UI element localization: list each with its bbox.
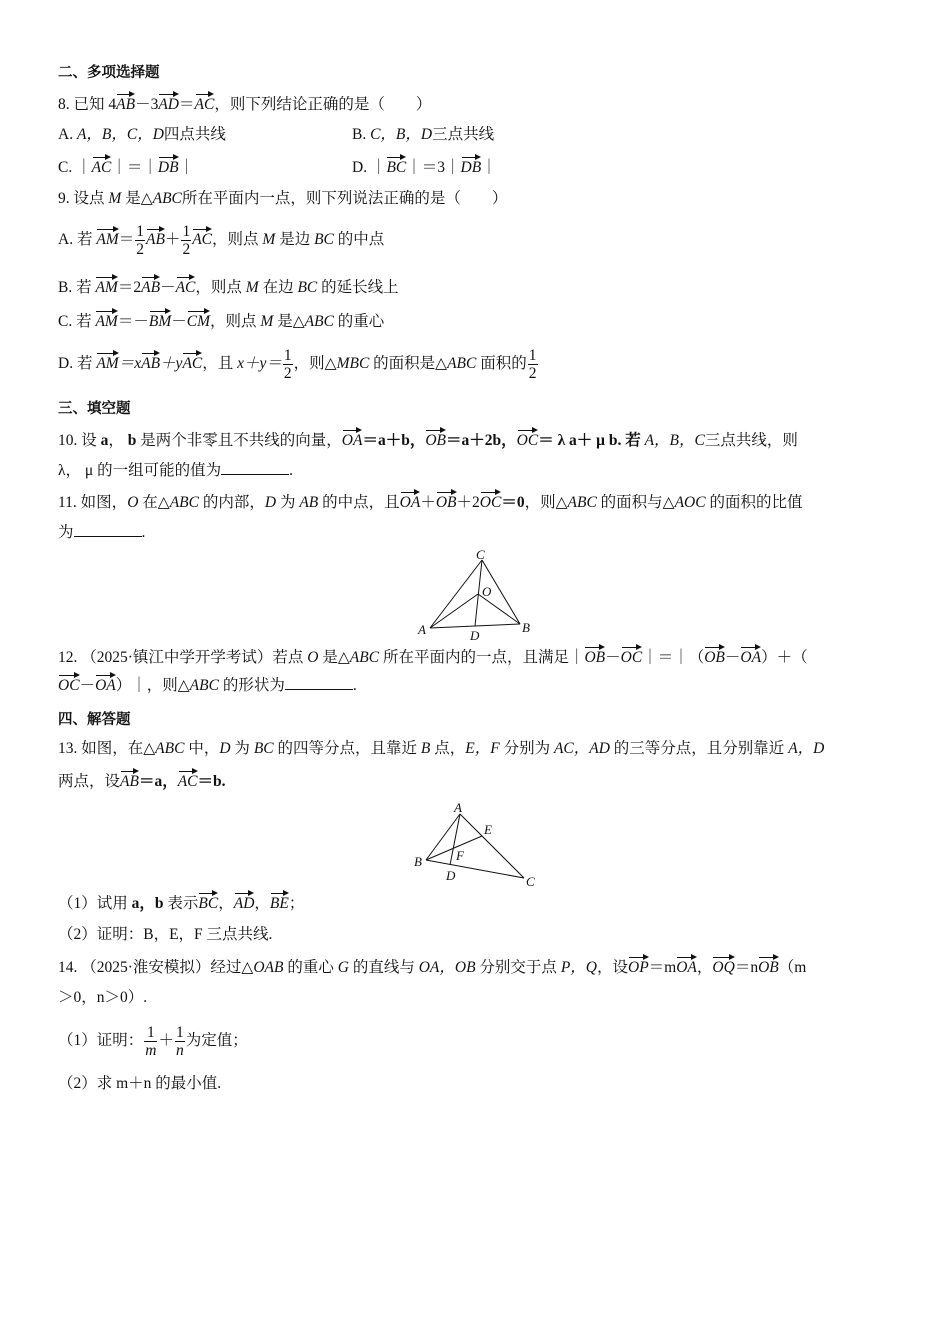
label-d: D bbox=[470, 628, 480, 643]
question-10-line-1: 10. 设 a， b 是两个非零且不共线的向量，OA＝a＋b，OB＝a＋2b，OC＝ λ a＋ μ b. 若 A，B，C三点共线，则 bbox=[58, 428, 798, 452]
answer-blank[interactable] bbox=[285, 675, 353, 690]
question-12-line-2: OC－OA）｜，则△ABC 的形状为 . bbox=[58, 673, 357, 697]
label-f: F bbox=[456, 848, 464, 863]
question-8-stem: 8. 已知 4AB－3AD＝AC，则下列结论正确的是（ ） bbox=[58, 92, 431, 116]
question-12-line-1: 12. （2025·镇江中学开学考试）若点 O 是△ABC 所在平面内的一点，且满足｜OB－OC｜＝｜（OB－OA）＋（ bbox=[58, 645, 808, 669]
label-c: C bbox=[526, 874, 535, 889]
question-9-stem: 9. 设点 M 是△ABC所在平面内一点，则下列说法正确的是（ ） bbox=[58, 190, 508, 207]
question-9-option-d[interactable]: D. 若 AM＝xAB＋yAC，且 x＋y＝ $\frac{1}{2}$ ，则△MBC 的面积是△ABC 面积的 $\frac{1}{2}$ bbox=[58, 346, 537, 382]
question-14-part-1: （1）证明： $\frac{1}{m}$ ＋ $\frac{1}{n}$ 为定值； bbox=[58, 1023, 248, 1059]
question-13-part-1: （1）试用 a，b 表示BC，AD，BE； bbox=[58, 891, 304, 915]
question-8-option-c[interactable]: C. ｜AC｜＝｜DB｜ bbox=[58, 155, 194, 179]
edge-ac bbox=[430, 560, 482, 628]
label-o: O bbox=[482, 584, 492, 599]
question-13-part-2: （2）证明：B，E，F 三点共线. bbox=[58, 926, 273, 943]
fraction: $\frac{1}{m}$ bbox=[145, 1023, 157, 1059]
label-a: A bbox=[418, 622, 426, 637]
question-14-line-2: ＞0，n＞0）. bbox=[58, 989, 148, 1006]
question-8-option-a[interactable]: A. A，B，C，D四点共线 bbox=[58, 126, 226, 143]
median-cd bbox=[475, 560, 482, 626]
label-e: E bbox=[484, 822, 492, 837]
question-9-option-a[interactable]: A. 若 AM＝ $\frac{1}{2}$ AB＋ $\frac{1}{2}$ AC，则点 M 是边 BC 的中点 bbox=[58, 222, 385, 258]
question-8-option-d[interactable]: D. ｜BC｜＝3｜DB｜ bbox=[352, 155, 497, 179]
question-9-option-c[interactable]: C. 若 AM＝－BM－CM，则点 M 是△ABC 的重心 bbox=[58, 309, 384, 333]
question-14-part-2: （2）求 m＋n 的最小值. bbox=[58, 1075, 222, 1092]
label-c: C bbox=[476, 548, 485, 562]
answer-blank[interactable] bbox=[221, 460, 289, 475]
fraction: $\frac{1}{2}$ bbox=[528, 346, 537, 382]
fraction: $\frac{1}{n}$ bbox=[175, 1023, 184, 1059]
label-b: B bbox=[414, 854, 422, 869]
section-heading-multiple-choice: 二、多项选择题 bbox=[58, 65, 160, 81]
question-11-line-2: 为 . bbox=[58, 524, 146, 541]
question-13-line-2: 两点，设AB＝a，AC＝b. bbox=[58, 769, 226, 793]
question-14-line-1: 14. （2025·淮安模拟）经过△OAB 的重心 G 的直线与 OA，OB 分别交于点 P，Q，设OP＝mOA，OQ＝nOB（m bbox=[58, 955, 806, 979]
fraction: $\frac{1}{2}$ bbox=[182, 222, 191, 258]
label-a: A bbox=[454, 800, 462, 815]
label-d: D bbox=[446, 868, 456, 883]
answer-blank[interactable] bbox=[74, 522, 142, 537]
question-10-line-2: λ， μ 的一组可能的值为 . bbox=[58, 462, 293, 479]
fraction: $\frac{1}{2}$ bbox=[136, 222, 144, 258]
triangle-figure-q13 bbox=[408, 800, 544, 890]
segment-ao bbox=[430, 594, 478, 628]
question-13-line-1: 13. 如图，在△ABC 中，D 为 BC 的四等分点，且靠近 B 点，E，F 分别为 AC，AD 的三等分点，且分别靠近 A，D bbox=[58, 740, 825, 757]
triangle-figure-q11 bbox=[412, 548, 542, 644]
question-11-line-1: 11. 如图，O 在△ABC 的内部，D 为 AB 的中点，且OA＋OB＋2OC＝0，则△ABC 的面积与△AOC 的面积的比值 bbox=[58, 490, 802, 514]
label-b: B bbox=[522, 620, 530, 635]
fraction: $\frac{1}{2}$ bbox=[283, 346, 292, 382]
question-8-option-b[interactable]: B. C，B，D三点共线 bbox=[352, 126, 495, 143]
question-9-option-b[interactable]: B. 若 AM＝2AB－AC，则点 M 在边 BC 的延长线上 bbox=[58, 275, 399, 299]
section-heading-fill-blank: 三、填空题 bbox=[58, 401, 131, 417]
section-heading-solution: 四、解答题 bbox=[58, 712, 131, 728]
